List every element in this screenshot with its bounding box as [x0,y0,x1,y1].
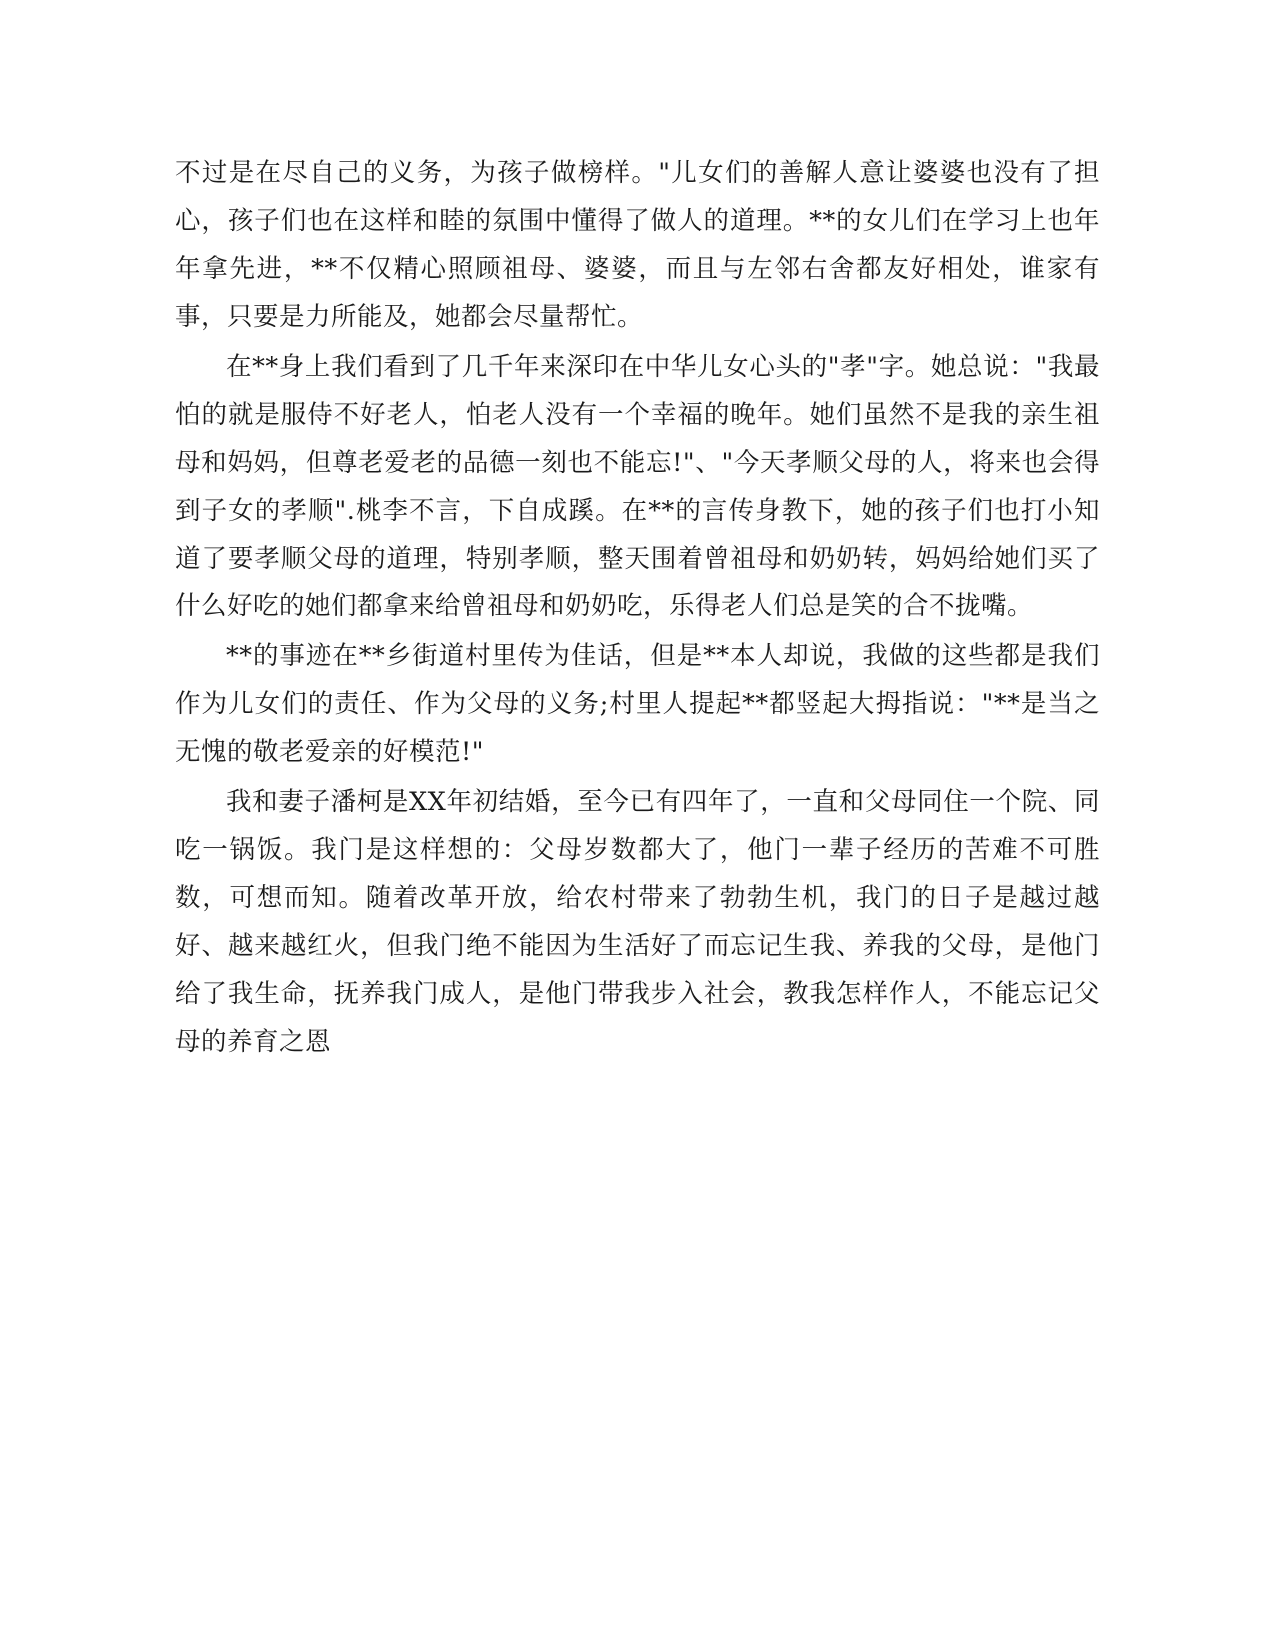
paragraph: **的事迹在**乡街道村里传为佳话，但是**本人却说，我做的这些都是我们作为儿女们的责任、作为父母的义务;村里人提起**都竖起大拇指说："**是当之无愧的敬老爱亲的好模范!" [175,641,1100,768]
paragraph: 在**身上我们看到了几千年来深印在中华儿女心头的"孝"字。她总说："我最怕的就是服侍不好老人，怕老人没有一个幸福的晚年。她们虽然不是我的亲生祖母和妈妈，但尊老爱老的品德一刻也不能忘!"、"今天孝顺父母的人，将来也会得到子女的孝顺".桃李不言，下自成蹊。在**的言传身教下，她的孩子们也打小知道了要孝顺父母的道理，特别孝顺，整天围着曾祖母和奶奶转，妈妈给她们买了什么好吃的她们都拿来给曾祖母和奶奶吃，乐得老人们总是笑的合不拢嘴。 [175,351,1100,622]
document-body [175,150,1100,1067]
paragraph: 不过是在尽自己的义务，为孩子做榜样。"儿女们的善解人意让婆婆也没有了担心，孩子们也在这样和睦的氛围中懂得了做人的道理。**的女儿们在学习上也年年拿先进，**不仅精心照顾祖母、婆婆，而且与左邻右舍都友好相处，谁家有事，只要是力所能及，她都会尽量帮忙。 [175,158,1100,332]
paragraph: 我和妻子潘柯是XX年初结婚，至今已有四年了，一直和父母同住一个院、同吃一锅饭。我门是这样想的：父母岁数都大了，他门一辈子经历的苦难不可胜数，可想而知。随着改革开放，给农村带来了勃勃生机，我门的日子是越过越好、越来越红火，但我门绝不能因为生活好了而忘记生我、养我的父母，是他门给了我生命，抚养我门成人，是他门带我步入社会，教我怎样作人，不能忘记父母的养育之恩 [175,787,1100,1057]
